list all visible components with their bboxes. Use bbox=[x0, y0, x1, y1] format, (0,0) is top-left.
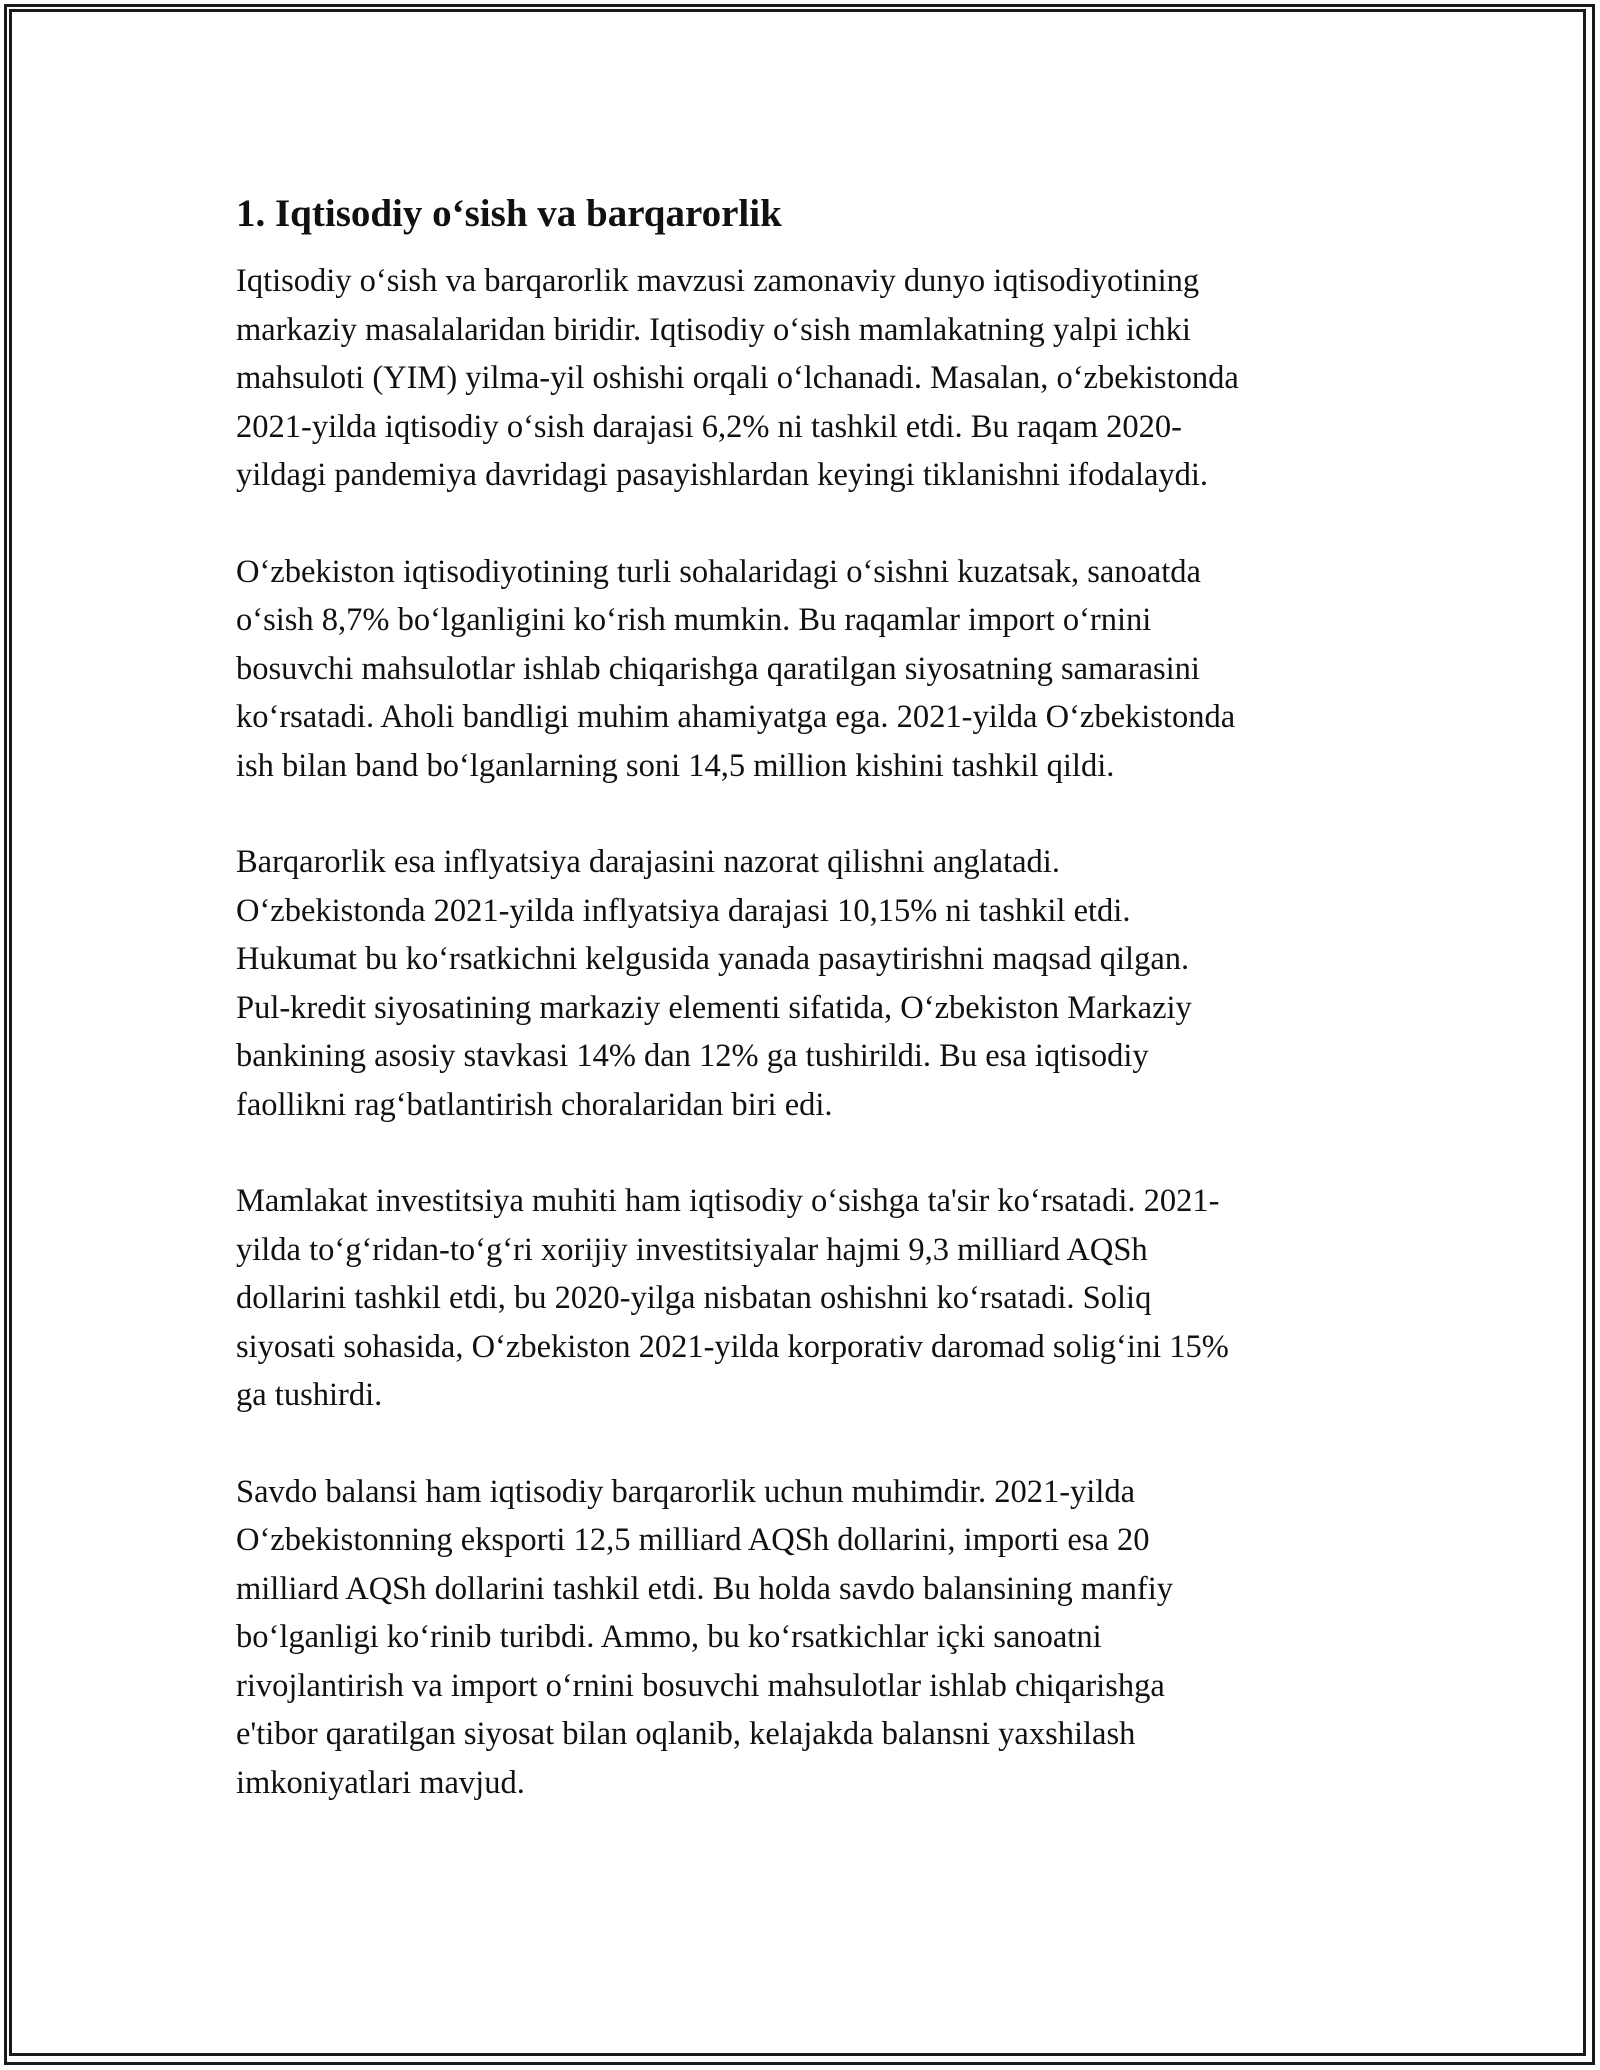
text-line: O‘zbekistonning eksporti 12,5 milliard AQSh dollarini, importi esa 20 bbox=[236, 1522, 1150, 1558]
text-line: imkoniyatlari mavjud. bbox=[236, 1764, 525, 1801]
text-line: yilda to‘g‘ridan-to‘g‘ri xorijiy investitsiyalar hajmi 9,3 milliard AQSh bbox=[236, 1231, 1148, 1268]
text-line: milliard AQSh dollarini tashkil etdi. Bu holda savdo balansining manfiy bbox=[236, 1570, 1173, 1607]
paragraph-economic-growth bbox=[236, 257, 1376, 500]
text-line: O‘zbekiston iqtisodiyotining turli sohalaridagi o‘sishni kuzatsak, sanoatda bbox=[236, 553, 1201, 590]
text-line: rivojlantirish va import o‘rnini bosuvchi mahsulotlar ishlab chiqarishga bbox=[236, 1667, 1165, 1704]
text-line: faollikni rag‘batlantirish choralaridan biri edi. bbox=[236, 1086, 833, 1123]
text-line: 2021-yilda iqtisodiy o‘sish darajasi 6,2% ni tashkil etdi. Bu raqam 2020- bbox=[236, 408, 1182, 445]
text-line: Barqarorlik esa inflyatsiya darajasini nazorat qilishni anglatadi. bbox=[236, 844, 1060, 880]
paragraph-investment bbox=[236, 1177, 1376, 1420]
section-heading: 1. Iqtisodiy o‘sish va barqarorlik bbox=[236, 192, 782, 235]
text-line: markaziy masalalaridan biridir. Iqtisodiy o‘sish mamlakatning yalpi ichki bbox=[236, 311, 1191, 348]
paragraph-sector-growth bbox=[236, 548, 1376, 791]
text-line: bosuvchi mahsulotlar ishlab chiqarishga qaratilgan siyosatning samarasini bbox=[236, 650, 1200, 687]
text-line: ga tushirdi. bbox=[236, 1377, 383, 1413]
text-line: yildagi pandemiya davridagi pasayishlardan keyingi tiklanishni ifodalaydi. bbox=[236, 457, 1209, 493]
paragraph-trade-balance bbox=[236, 1468, 1376, 1808]
text-line: Iqtisodiy o‘sish va barqarorlik mavzusi zamonaviy dunyo iqtisodiyotining bbox=[236, 263, 1200, 299]
text-line: bankining asosiy stavkasi 14% dan 12% ga tushirildi. Bu esa iqtisodiy bbox=[236, 1038, 1149, 1074]
text-line: dollarini tashkil etdi, bu 2020-yilga nisbatan oshishni ko‘rsatadi. Soliq bbox=[236, 1280, 1152, 1316]
text-line: o‘sish 8,7% bo‘lganligini ko‘rish mumkin. Bu raqamlar import o‘rnini bbox=[236, 602, 1152, 638]
text-line: O‘zbekistonda 2021-yilda inflyatsiya darajasi 10,15% ni tashkil etdi. bbox=[236, 892, 1131, 929]
text-line: mahsuloti (YIM) yilma-yil oshishi orqali o‘lchanadi. Masalan, o‘zbekistonda bbox=[236, 360, 1239, 396]
text-line: e'tibor qaratilgan siyosat bilan oqlanib, kelajakda balansni yaxshilash bbox=[236, 1716, 1136, 1752]
text-line: siyosati sohasida, O‘zbekiston 2021-yilda korporativ daromad solig‘ini 15% bbox=[236, 1328, 1229, 1365]
text-line: ko‘rsatadi. Aholi bandligi muhim ahamiyatga ega. 2021-yilda O‘zbekistonda bbox=[236, 699, 1236, 735]
text-line: bo‘lganligi ko‘rinib turibdi. Ammo, bu ko‘rsatkichlar içki sanoatni bbox=[236, 1619, 1102, 1655]
paragraph-inflation bbox=[236, 838, 1376, 1129]
document-body bbox=[236, 188, 1376, 1855]
text-line: ish bilan band bo‘lganlarning soni 14,5 million kishini tashkil qildi. bbox=[236, 747, 1115, 784]
text-line: Hukumat bu ko‘rsatkichni kelgusida yanada pasaytirishni maqsad qilgan. bbox=[236, 941, 1190, 977]
text-line: Pul-kredit siyosatining markaziy elementi sifatida, O‘zbekiston Markaziy bbox=[236, 989, 1192, 1026]
text-line: Mamlakat investitsiya muhiti ham iqtisodiy o‘sishga ta'sir ko‘rsatadi. 2021- bbox=[236, 1183, 1220, 1219]
text-line: Savdo balansi ham iqtisodiy barqarorlik uchun muhimdir. 2021-yilda bbox=[236, 1473, 1136, 1510]
